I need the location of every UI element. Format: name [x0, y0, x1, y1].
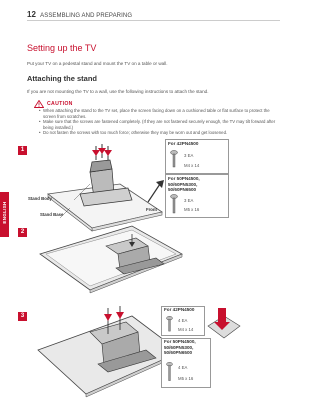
caution-item: • When attaching the stand to the TV set, place the screen facing down on a cushioned table or flat surface to protect the screen from scratches.: [39, 108, 279, 119]
spec-models: For 42PN4500: [168, 141, 199, 146]
screw-size: M4 x 14: [184, 163, 200, 168]
screw-icon: [170, 150, 178, 168]
stand-assembly-illustration: [40, 142, 170, 234]
screw-size: M5 x 16: [178, 376, 194, 381]
section-name: ASSEMBLING AND PREPARING: [40, 13, 133, 19]
caution-list: [39, 108, 279, 136]
screw-icon: [166, 362, 173, 382]
page-number: 12: [27, 10, 37, 19]
header-divider: [27, 20, 280, 21]
caution-item: • Make sure that the screws are fastened completely. (If they are not fastened securely enough, the TV may tilt forward after being installed.): [39, 119, 279, 130]
step-2-badge: 2: [18, 228, 27, 237]
warning-triangle-icon: [34, 100, 44, 108]
page-header: [27, 10, 132, 19]
language-tab: [0, 192, 9, 237]
language-tab-label: ENGLISH: [2, 201, 7, 224]
stand-base-label: Stand Base: [40, 212, 64, 217]
screw-qty: 3 EA: [184, 153, 194, 158]
spec-models: For 50PN4500, 50/60PN5300, 50/60PN6500: [164, 339, 196, 356]
caution-header: [34, 100, 73, 108]
screw-qty: 4 EA: [178, 365, 188, 370]
subsection-text: If you are not mounting the TV to a wall, use the following instructions to attach the stand.: [27, 89, 209, 94]
section-title: Setting up the TV: [27, 43, 97, 53]
spec-models: For 50PN4500, 50/60PN5300, 50/60PN6500: [168, 176, 200, 193]
stand-body-label: Stand Body: [28, 196, 52, 201]
screw-size: M5 x 16: [184, 207, 200, 212]
caution-item: • Do not fasten the screws with too much force; otherwise they may be worn out and get loosened.: [39, 130, 279, 136]
subsection-title: Attaching the stand: [27, 74, 98, 83]
tv-face-down-illustration: [36, 224, 186, 294]
spec-models: For 42PN4500: [164, 307, 195, 312]
screw-size: M4 x 14: [178, 327, 194, 332]
screw-qty: 3 EA: [184, 198, 194, 203]
screw-icon: [170, 194, 178, 214]
intro-text: Put your TV on a pedestal stand and mount the TV on a table or wall.: [27, 61, 168, 66]
front-label: Front: [146, 207, 157, 212]
step-3-badge: 3: [18, 312, 27, 321]
screw-icon: [166, 316, 173, 332]
caution-label: CAUTION: [47, 101, 73, 107]
step-1-badge: 1: [18, 146, 27, 155]
screw-qty: 4 EA: [178, 318, 188, 323]
